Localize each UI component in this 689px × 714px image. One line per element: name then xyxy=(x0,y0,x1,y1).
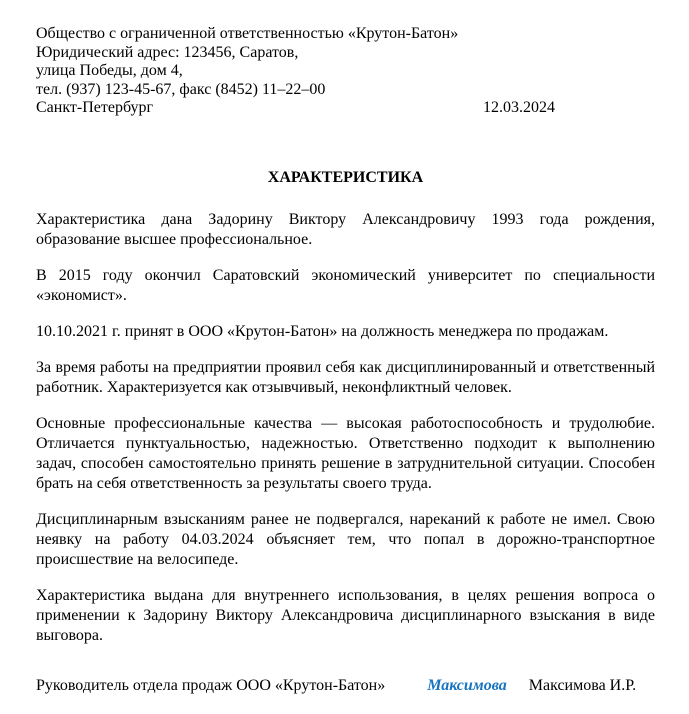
paragraph-professional-qualities: Основные профессиональные качества — высокая работоспособность и трудолюбие. Отличается пунктуальностью, надежностью. Ответственно подходит к выполнению задач, способен самостоятельно принять решение в затруднительной ситуации. Способен брать на себя ответственность за результаты своего труда. xyxy=(36,414,655,492)
signer-name: Максимова И.Р. xyxy=(528,676,637,694)
paragraph-education: В 2015 году окончил Саратовский экономический университет по специальности «экономист». xyxy=(36,266,655,304)
paragraph-purpose: Характеристика выдана для внутреннего использования, в целях решения вопроса о применении к Задорину Виктору Александровича дисциплинарного взыскания в виде выговора. xyxy=(36,586,655,644)
city-label: Санкт-Петербург xyxy=(36,99,154,116)
legal-address-line-1: Юридический адрес: 123456, Саратов, xyxy=(36,43,299,61)
document-title: ХАРАКТЕРИСТИКА xyxy=(267,168,424,186)
contacts-line: тел. (937) 123-45-67, факс (8452) 11–22–00 xyxy=(36,80,326,98)
paragraph-hiring: 10.10.2021 г. принят в ООО «Крутон-Батон» на должность менеджера по продажам. xyxy=(36,322,609,340)
paragraph-disciplinary-history: Дисциплинарным взысканиям ранее не подвергался, нареканий к работе не имел. Свою неявку на работу 04.03.2024 объясняет тем, что попал в дорожно-транспортное происшествие на велосипеде. xyxy=(36,510,655,568)
city-date-row xyxy=(36,99,655,118)
letterhead xyxy=(36,25,655,118)
paragraph-work-conduct: За время работы на предприятии проявил себя как дисциплинированный и ответственный работник. Характеризуется как отзывчивый, неконфликтный человек. xyxy=(36,358,655,396)
signer-position: Руководитель отдела продаж ООО «Крутон-Батон» xyxy=(36,676,386,694)
document-date: 12.03.2024 xyxy=(483,99,555,116)
paragraph-intro: Характеристика дана Задорину Виктору Александровичу 1993 года рождения, образование высшее профессиональное. xyxy=(36,210,655,248)
signature-block xyxy=(36,676,655,696)
document-body xyxy=(36,210,655,646)
legal-address-line-2: улица Победы, дом 4, xyxy=(36,62,183,79)
company-name: Общество с ограниченной ответственностью «Крутон-Батон» xyxy=(36,25,459,42)
handwritten-signature: Максимова xyxy=(427,676,507,694)
